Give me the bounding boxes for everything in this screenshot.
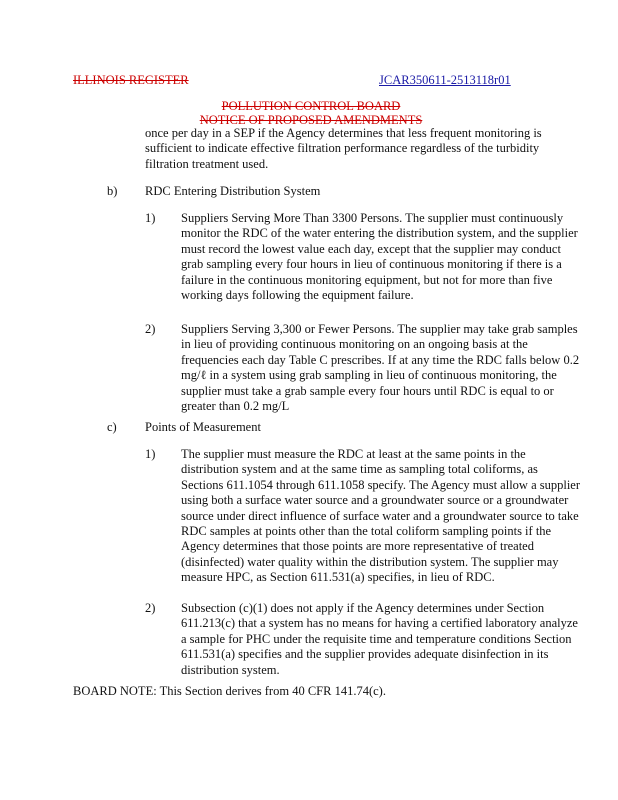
subsection-b-title: RDC Entering Distribution System xyxy=(145,184,321,198)
item-c2-number: 2) xyxy=(145,601,156,615)
item-c1-number: 1) xyxy=(145,447,156,461)
item-b2-text: Suppliers Serving 3,300 or Fewer Persons. The supplier may take grab samples in lieu of providing continuous monitoring on an ongoing basis at the frequencies each day Table C prescribes. If at any time the RDC falls below 0.2 mg/ℓ in a system using grab sampling in lieu of continuous monitoring, the supplier must take a grab sample every four hours until RDC is equal to or greater than 0.2 mg/L xyxy=(181,322,580,414)
continuation-paragraph: once per day in a SEP if the Agency determines that less frequent monitoring is sufficient to indicate effective filtration performance regardless of the turbidity filtration treatment used. xyxy=(145,126,542,171)
item-c2-text: Subsection (c)(1) does not apply if the Agency determines under Section 611.213(c) that a system has no means for having a certified laboratory analyze a sample for PHC under the requisite time and temperature conditions Section 611.531(a) specifies and the supplier provides adequate disinfection in its distribution system. xyxy=(181,601,578,677)
subsection-b-label: b) xyxy=(107,184,118,198)
item-b1-number: 1) xyxy=(145,211,156,225)
notice-header: NOTICE OF PROPOSED AMENDMENTS xyxy=(199,113,423,127)
board-note: BOARD NOTE: This Section derives from 40 CFR 141.74(c). xyxy=(73,684,386,698)
item-b2-number: 2) xyxy=(145,322,156,336)
item-c1-text: The supplier must measure the RDC at least at the same points in the distribution system and at the same time as sampling total coliforms, as Sections 611.1054 through 611.1058 specify. The Agency must allow a supplier using both a surface water source and a groundwater source or a groundwater source under direct influence of surface water and a groundwater source to take RDC samples at points other than the total coliform sampling points if the Agency determines that those points are more representative of treated (disinfected) water quality within the distribution system. The supplier may measure HPC, as Section 611.531(a) specifies, in lieu of RDC. xyxy=(181,447,581,585)
subsection-c-label: c) xyxy=(107,420,117,434)
register-header: ILLINOIS REGISTER xyxy=(73,73,189,87)
item-b1-text: Suppliers Serving More Than 3300 Persons. The supplier must continuously monitor the RDC of the water entering the distribution system, and the supplier must record the lowest value each day, except that the supplier may conduct grab sampling every four hours in lieu of continuous monitoring if there is a failure in the continuous monitoring equipment, but not for more than five working days following the equipment failure. xyxy=(181,211,578,303)
board-header: POLLUTION CONTROL BOARD xyxy=(221,99,401,113)
jcar-header-link[interactable]: JCAR350611-2513118r01 xyxy=(379,73,511,87)
subsection-c-title: Points of Measurement xyxy=(145,420,261,434)
